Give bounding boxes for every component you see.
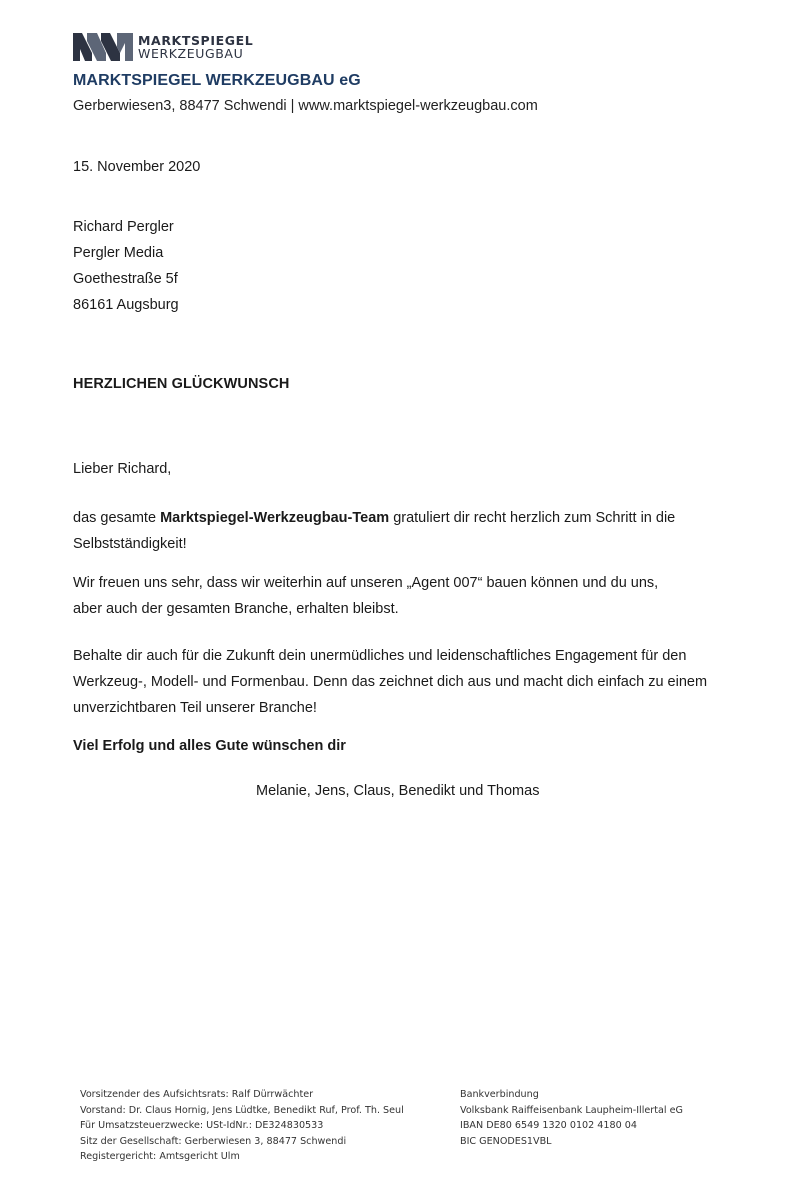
footer-right-line: Volksbank Raiffeisenbank Laupheim-Illertal eG	[460, 1104, 683, 1116]
paragraph-2-line-2: aber auch der gesamten Branche, erhalten bleibst.	[73, 601, 399, 617]
paragraph-1	[73, 505, 733, 557]
paragraph-2	[73, 570, 733, 622]
paragraph-1-line-2: Selbstständigkeit!	[73, 536, 187, 552]
footer-left-line: Vorstand: Dr. Claus Hornig, Jens Lüdtke, Benedikt Ruf, Prof. Th. Seul	[80, 1104, 404, 1116]
p1-team-name: Marktspiegel-Werkzeugbau-Team	[160, 510, 390, 526]
recipient-company: Pergler Media	[73, 245, 164, 261]
paragraph-1-line-1	[73, 505, 733, 531]
letter-date: 15. November 2020	[73, 159, 201, 175]
company-name: MARKTSPIEGEL WERKZEUGBAU eG	[73, 72, 361, 89]
footer-bank-info	[460, 1087, 683, 1149]
signature-names: Melanie, Jens, Claus, Benedikt und Thomas	[256, 783, 540, 799]
closing-line: Viel Erfolg und alles Gute wünschen dir	[73, 738, 346, 754]
mw-logo-icon	[73, 33, 133, 61]
paragraph-3-line-1: Behalte dir auch für die Zukunft dein unermüdliches und leidenschaftliches Engagement für den	[73, 648, 687, 664]
recipient-street: Goethestraße 5f	[73, 271, 178, 287]
logo-wordmark	[138, 34, 253, 60]
footer-left-line: Für Umsatzsteuerzwecke: USt-IdNr.: DE324830533	[80, 1120, 324, 1131]
recipient-name: Richard Pergler	[73, 219, 174, 235]
company-address: Gerberwiesen3, 88477 Schwendi | www.marktspiegel-werkzeugbau.com	[73, 98, 538, 114]
footer-left-line: Sitz der Gesellschaft: Gerberwiesen 3, 88477 Schwendi	[80, 1135, 347, 1147]
salutation: Lieber Richard,	[73, 461, 172, 477]
logo-line-2: WERKZEUGBAU	[138, 46, 244, 61]
footer-right-line: BIC GENODES1VBL	[460, 1135, 552, 1147]
footer-right-line: IBAN DE80 6549 1320 0102 4180 04	[460, 1120, 637, 1131]
paragraph-2-line-1: Wir freuen uns sehr, dass wir weiterhin auf unseren „Agent 007“ bauen können und du uns,	[73, 575, 659, 591]
footer-left-line: Vorsitzender des Aufsichtsrats: Ralf Dürrwächter	[80, 1089, 314, 1100]
recipient-city: 86161 Augsburg	[73, 297, 179, 313]
paragraph-3	[73, 643, 733, 721]
letter-subject: HERZLICHEN GLÜCKWUNSCH	[73, 376, 290, 392]
logo-line-1: MARKTSPIEGEL	[138, 33, 254, 48]
footer-company-info	[80, 1087, 404, 1165]
footer-right-line: Bankverbindung	[460, 1089, 539, 1100]
recipient-address	[73, 214, 179, 318]
footer-left-line: Registergericht: Amtsgericht Ulm	[80, 1151, 240, 1162]
paragraph-3-line-2: Werkzeug-, Modell- und Formenbau. Denn das zeichnet dich aus und macht dich einfach zu einem	[73, 674, 708, 690]
p1-pre: das gesamte	[73, 510, 161, 526]
company-logo	[73, 33, 253, 61]
p1-post: gratuliert dir recht herzlich zum Schritt in die	[389, 510, 676, 526]
paragraph-3-line-3: unverzichtbaren Teil unserer Branche!	[73, 700, 317, 716]
